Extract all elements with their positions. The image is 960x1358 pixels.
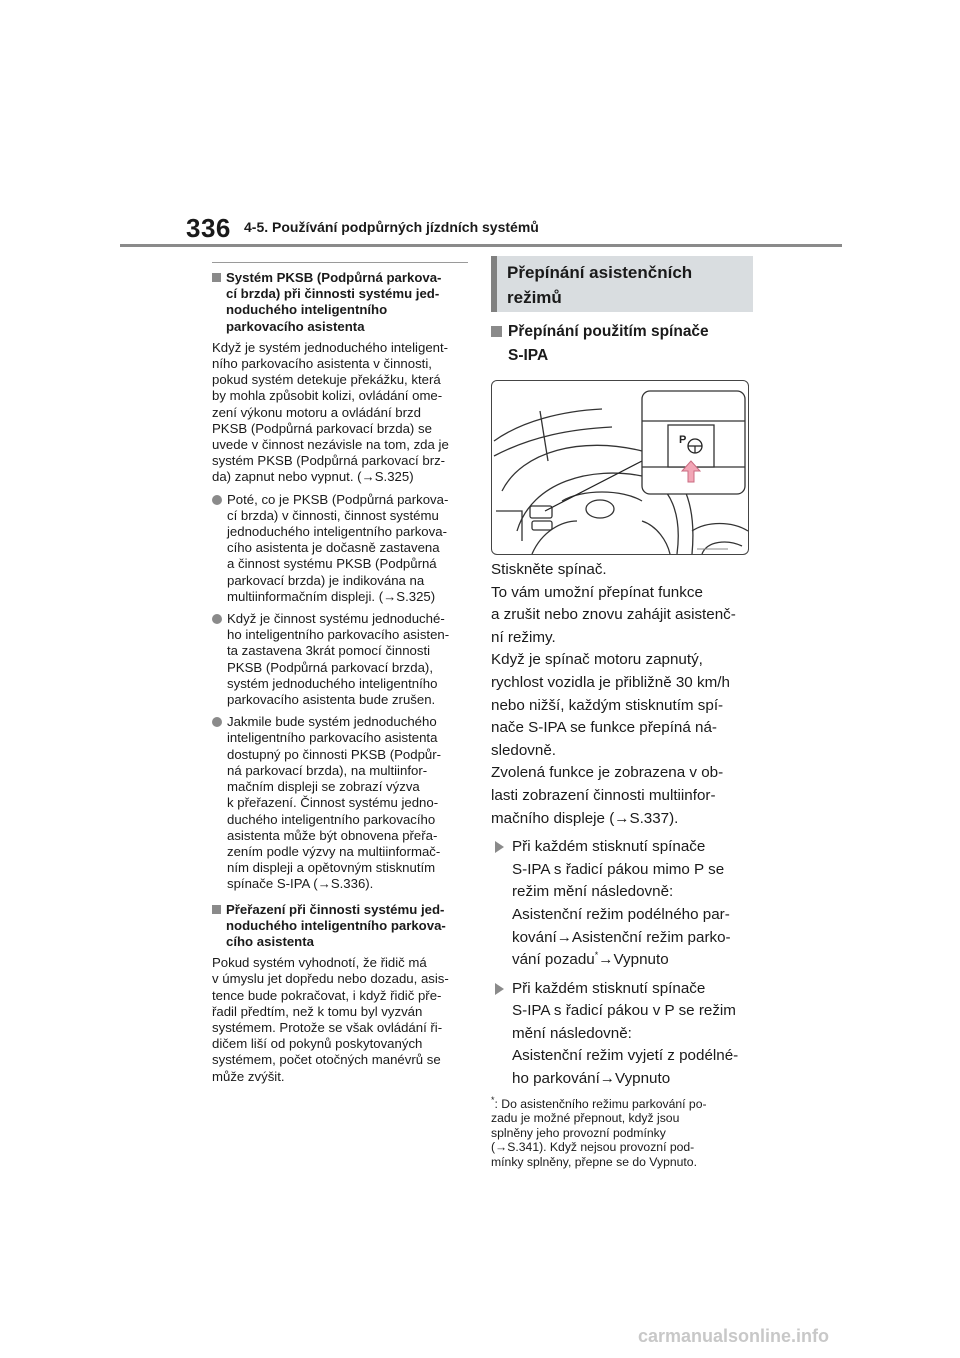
body-text: Stiskněte spínač. To vám umožní přepínat funkce a zrušit nebo znovu zahájit asistenč- ní režimy. Když je spínač motoru zapnutý, rychlost vozidla je přibližně 30 km/h nebo nižší, každým stisknutím spí- nače S-IPA se funkce přepíná ná- sledovně. Zvolená funkce je zobrazena v ob- lasti zobrazení činnosti multiinfor- mačního displeje (→S.337). <box>491 561 736 827</box>
list-item-text <box>512 836 731 972</box>
bullet-item <box>212 714 468 892</box>
page-number: 336 <box>186 213 231 243</box>
footnote-marker: * <box>491 1094 495 1105</box>
subheading-text: Přepínání použitím spínače S-IPA <box>508 323 709 364</box>
list-item <box>491 978 753 1091</box>
bullet-text: Poté, co je PKSB (Podpůrná parkova- cí brzda) v činnosti, činnost systému jednoduchého inteligentního parkova- cího asistenta je dočasně zastavena a činnost systému PKSB (Podpůrná parkovací brzda) je indikována na multiinformačním displeji. (→S.325) <box>227 491 449 604</box>
dashboard-illustration <box>491 380 749 555</box>
heading-pksb <box>212 270 468 335</box>
section-heading: Přepínání asistenčních režimů <box>507 263 693 307</box>
column-rule <box>212 262 468 263</box>
bullet-item <box>212 492 468 605</box>
list-item-text-a: Při každém stisknutí spínače S-IPA s řadicí pákou mimo P se režim mění následovně: Asistenční režim podélného par- kování→Asistenční režim parko- vání pozadu <box>512 838 731 969</box>
footnote <box>491 1094 753 1170</box>
list-item-text-b: →Vypnuto <box>598 951 669 969</box>
subheading <box>491 320 753 368</box>
circle-bullet-icon <box>212 614 222 624</box>
bullet-text: Když je činnost systému jednoduché- ho inteligentního parkovacího asisten- ta zastavena 3krát pomocí činnosti PKSB (Podpůrná parkovací brzda), systém jednoduchého inteligentního parkovacího asistenta bude zrušen. <box>227 611 450 708</box>
footnote-text: : Do asistenčního režimu parkování po- zadu je možné přepnout, když jsou splněny jeho provozní podmínky (→S.341). Když nejsou provozní pod- mínky splněny, přepne se do Vypnuto. <box>491 1096 707 1170</box>
paragraph-shifting: Pokud systém vyhodnotí, že řidič má v úmyslu jet dopředu nebo dozadu, asis- tence bude pokračovat, i když řidič pře- řadil předtím, než k tomu byl vyzván systémem. Protože se však ovládání ři- dičem liší od pokynů poskytovaných systémem, počet otočných manévrů se může zvýšit. <box>212 955 449 1084</box>
bullet-text: Jakmile bude systém jednoduchého inteligentního parkovacího asistenta dostupný po činnosti PKSB (Podpůr- ná parkovací brzda), na multiinfor- mačním displeji se zobrazí výzva k přeřazení. Činnost systému jedno- duchého inteligentního parkovacího asistenta může být obnovena přeřa- zením podle výzvy na multiinformač- ním displeji a opětovným stisknutím spínače S-IPA (→S.336). <box>227 714 442 892</box>
bullet-item <box>212 611 468 708</box>
circle-bullet-icon <box>212 717 222 727</box>
right-column <box>491 256 753 1170</box>
square-bullet-icon <box>212 273 221 282</box>
header-rule <box>120 244 842 247</box>
list-item-text: Při každém stisknutí spínače S-IPA s řadicí pákou v P se režim mění následovně: Asistenční režim vyjetí z podélné- ho parkování→Vypnuto <box>512 979 739 1088</box>
circle-bullet-icon <box>212 495 222 505</box>
section-heading-box <box>491 256 753 312</box>
section-title: 4-5. Používání podpůrných jízdních systémů <box>244 219 539 235</box>
square-bullet-icon <box>491 326 502 337</box>
triangle-bullet-icon <box>495 841 504 853</box>
steering-wheel-illustration <box>492 381 748 554</box>
left-column <box>212 262 468 1085</box>
heading-pksb-text: Systém PKSB (Podpůrná parkova- cí brzda) při činnosti systému jed- noduchého inteligentního parkovacího asistenta <box>226 270 442 334</box>
square-bullet-icon <box>212 905 221 914</box>
heading-shifting-text: Přeřazení při činnosti systému jed- noduchého inteligentního parkova- cího asistenta <box>226 901 446 949</box>
list-item <box>491 836 753 972</box>
triangle-bullet-icon <box>495 983 504 995</box>
switch-label: P <box>679 434 687 446</box>
paragraph-pksb: Když je systém jednoduchého inteligent- ního parkovacího asistenta v činnosti, pokud systém detekuje překážku, která by mohla způsobit kolizi, ovládání ome- zení výkonu motoru a ovládání brzd PKSB (Podpůrná parkovací brzda) se uvede v činnost nezávisle na tom, zda je systém PKSB (Podpůrná parkovací brz- da) zapnut nebo vypnut. (→S.325) <box>212 339 449 485</box>
heading-shifting <box>212 902 468 951</box>
watermark: carmanualsonline.info <box>638 1326 830 1346</box>
footnote-marker: * <box>594 950 599 961</box>
